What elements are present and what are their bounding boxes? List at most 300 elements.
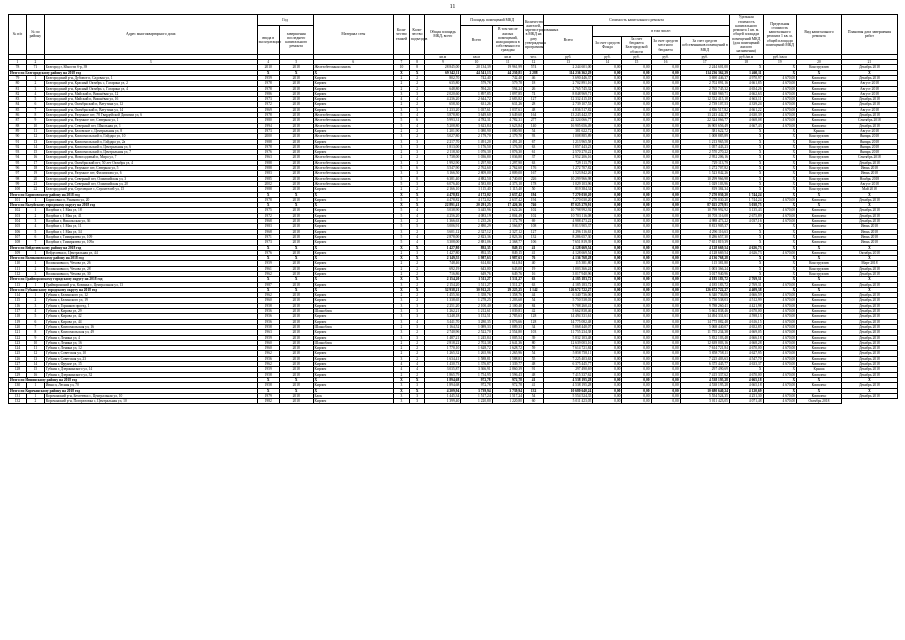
table-cell: 1 036,80 (461, 155, 492, 160)
table-cell: X (394, 192, 410, 197)
table-cell: 4 670,00 (763, 208, 797, 213)
table-cell: Комплекс (797, 113, 842, 118)
table-cell: 2 769,31 (729, 277, 763, 282)
table-cell: 2 570 270,22 (544, 150, 593, 155)
table-cell: 0,00 (651, 192, 680, 197)
table-cell: X (729, 128, 763, 133)
table-cell: 2 100,40 (492, 303, 523, 308)
table-cell: 2018 (279, 197, 313, 202)
table-cell: 0,00 (651, 134, 680, 139)
table-cell: 0,00 (622, 150, 651, 155)
table-cell: X (763, 134, 797, 139)
header-area-total: Всего (461, 26, 492, 55)
table-cell: 648,80 (425, 86, 461, 91)
table-cell: 1 517,24 (492, 393, 523, 398)
table-cell: 3 (394, 229, 410, 234)
table-cell: 1 076,30 (461, 150, 492, 155)
table-cell: 0,00 (593, 372, 622, 377)
table-cell: Конструктив (797, 176, 842, 181)
table-cell: 4 670,00 (763, 324, 797, 329)
table-cell: 76 (523, 256, 543, 261)
table-cell: 8 813 905,37 (680, 224, 729, 229)
table-cell: X (729, 187, 763, 192)
table-cell: 1 358,76 (492, 293, 523, 298)
table-cell: 0,00 (651, 113, 680, 118)
header-planned-date: Плановая дата завершения работ (841, 15, 897, 55)
table-cell: 2 (409, 356, 425, 361)
table-cell: 0,00 (622, 155, 651, 160)
table-cell: X (841, 203, 897, 208)
table-cell: 2018 (279, 399, 313, 404)
table-cell: 3 739,94 (461, 388, 492, 393)
table-cell: 2 (394, 324, 410, 329)
table-cell: 0,00 (651, 123, 680, 128)
table-cell: Июнь 2018 (841, 229, 897, 234)
table-cell: Декабрь 2018 (841, 219, 897, 224)
table-cell: 3 (394, 319, 410, 324)
table-cell: 0,00 (593, 351, 622, 356)
table-cell: 729 113,79 (680, 160, 729, 165)
table-cell: 3 (409, 107, 425, 112)
table-cell: 80 (523, 340, 543, 345)
table-cell: 5 (394, 166, 410, 171)
table-cell: 1959 (257, 76, 279, 81)
table-cell: 0,00 (622, 192, 651, 197)
table-cell: X (257, 192, 279, 197)
table-cell: 6 375 445,77 (680, 362, 729, 367)
table-cell: 0,00 (622, 86, 651, 91)
subtotal-label: Итого по Губкинскому городскому округу на 2018 год (9, 287, 258, 292)
table-cell: Кирпич (313, 219, 394, 224)
table-cell: Крыша (797, 128, 842, 133)
table-cell: 0,00 (651, 240, 680, 245)
table-cell: 1988 (257, 160, 279, 165)
table-cell: 1 076,30 (492, 150, 523, 155)
table-cell: X (729, 160, 763, 165)
header-floors: Коли-чество этажей (394, 15, 410, 55)
address-cell: Валуйки г, 1 Мая ул, 11 (44, 224, 257, 229)
table-cell: 0,00 (622, 128, 651, 133)
table-cell: 1988 (257, 187, 279, 192)
table-cell: 132 (9, 399, 27, 404)
table-cell: 131 (9, 393, 27, 398)
table-cell: Железобетонная панель (313, 123, 394, 128)
table-cell: 8 286 657,30 (544, 234, 593, 239)
table-cell: 1973 (257, 128, 279, 133)
table-cell: Кирпич (313, 319, 394, 324)
table-cell: Комплекс (797, 314, 842, 319)
table-cell: 4 136 768,28 (544, 256, 593, 261)
address-cell: Белгородский р-н, Северный пгт, Олимпийская ул, 3 (44, 176, 257, 181)
table-cell: 16 905 656,49 (544, 123, 593, 128)
table-cell: 0,00 (593, 346, 622, 351)
table-cell: Комплекс (797, 213, 842, 218)
table-cell: 0,00 (622, 335, 651, 340)
table-cell: 102 (523, 208, 543, 213)
table-cell: 118 (9, 314, 27, 319)
table-cell: 5 (409, 224, 425, 229)
table-cell: X (729, 144, 763, 149)
table-cell: 0,00 (622, 224, 651, 229)
table-cell: 110 (9, 261, 27, 266)
table-cell: 2 769,31 (729, 282, 763, 287)
table-cell: 4 630,39 (729, 113, 763, 118)
table-cell: 0,00 (622, 351, 651, 356)
table-cell: 2018 (279, 219, 313, 224)
table-cell: 3 623,84 (461, 123, 492, 128)
table-cell: 63 (523, 160, 543, 165)
address-cell: Белгородский р-н, Октябрьский пгт, 50 лет Октября ул, 4 (44, 160, 257, 165)
table-cell: 48 (523, 372, 543, 377)
table-cell: Кирпич (313, 150, 394, 155)
table-cell: Декабрь 2018 (841, 351, 897, 356)
table-cell: 0,00 (622, 356, 651, 361)
table-cell: 2018 (279, 134, 313, 139)
table-cell: Железобетонная панель (313, 155, 394, 160)
table-cell: 2018 (279, 144, 313, 149)
address-cell: Губкин г, Ленина ул, 16 (44, 340, 257, 345)
table-cell: Кирпич (313, 76, 394, 81)
table-cell: 2 (26, 266, 44, 271)
table-cell: 1983 (257, 171, 279, 176)
table-cell: 0,00 (593, 277, 622, 282)
table-cell: 2018 (279, 234, 313, 239)
table-cell: 0,00 (651, 393, 680, 398)
table-cell: 2 327,12 (461, 229, 492, 234)
table-cell: 4 663,11 (729, 97, 763, 102)
table-cell: X (763, 377, 797, 382)
header-unit-cost: Удельная стоимость капитального ремонта 1 кв. м. общей площади помещений МКД (для помещений жилого назначения) (729, 15, 763, 55)
table-cell: 109 (9, 250, 27, 255)
table-cell: 4 668,28 (729, 340, 763, 345)
table-cell: 2 818,22 (425, 340, 461, 345)
table-cell: 0,00 (651, 197, 680, 202)
table-cell: Январь 2018 (841, 144, 897, 149)
table-cell: 3 308,00 (425, 240, 461, 245)
table-cell: 7 415 337,62 (680, 372, 729, 377)
table-cell: 1 366,63 (425, 219, 461, 224)
table-cell: 2018 (279, 261, 313, 266)
table-cell: X (409, 277, 425, 282)
table-cell: Июнь 2018 (841, 224, 897, 229)
table-cell: 4 670,00 (763, 86, 797, 91)
table-cell: 1 754,95 (461, 372, 492, 377)
table-cell: 1 164,52 (425, 324, 461, 329)
address-cell: Белгородский р-н, Октябрьский п, Ватутина ул, 14 (44, 107, 257, 112)
table-cell: Комплекс (797, 240, 842, 245)
table-cell: 4 136 768,28 (680, 256, 729, 261)
table-cell: 2 166,10 (425, 187, 461, 192)
table-cell: 84 (523, 303, 543, 308)
table-cell: 4 670,00 (763, 335, 797, 340)
address-cell: Губкин г, Ленина ул, 4 (44, 335, 257, 340)
address-cell: Белгородский р-н, Северный пгт, Олимпийская ул, 20 (44, 181, 257, 186)
table-cell: 819 384,34 (680, 187, 729, 192)
table-cell: 19 961,99 (492, 65, 523, 70)
table-cell: 164 (523, 113, 543, 118)
table-cell: 63 (523, 282, 543, 287)
table-cell: X (763, 70, 797, 75)
table-cell: 4 661,85 (729, 81, 763, 86)
table-cell: 83 (9, 97, 27, 102)
table-cell: 0,00 (593, 319, 622, 324)
table-cell: Декабрь 2018 (841, 367, 897, 372)
table-cell: 4 668,08 (729, 118, 763, 123)
table-cell: 48 (523, 107, 543, 112)
table-cell: 7 225 403,63 (544, 356, 593, 361)
unit-cell: руб./кв.м (729, 54, 763, 59)
table-cell: 2 (26, 399, 44, 404)
table-cell: 81 (9, 86, 27, 91)
table-cell: 3 (394, 144, 410, 149)
table-cell: 108 (9, 240, 27, 245)
table-cell: 643,00 (461, 266, 492, 271)
table-cell: Кирпич (313, 229, 394, 234)
header-address: Адрес многоквартирного дома (44, 15, 257, 55)
table-cell: 11 (26, 128, 44, 133)
table-cell: 78 (9, 65, 27, 70)
header-total-area: Общая площадь МКД, всего (425, 15, 461, 55)
table-cell: 594,24 (461, 86, 492, 91)
table-cell: X (763, 166, 797, 171)
table-cell: 1 523 842,26 (680, 171, 729, 176)
table-cell: 0,00 (622, 282, 651, 287)
table-cell: 0,00 (651, 86, 680, 91)
table-cell: 44 (523, 293, 543, 298)
address-cell: Белгородский р-н, Разумное пгт, Северная ул, 1 (44, 118, 257, 123)
table-cell: 10 680 640,24 (544, 388, 593, 393)
table-cell: Железобетонная панель (313, 118, 394, 123)
table-cell: Конструктив (797, 155, 842, 160)
table-cell: X (763, 287, 797, 292)
table-cell: 0,00 (622, 372, 651, 377)
table-cell: 5 554 524,35 (680, 393, 729, 398)
table-cell: Кирпич (313, 97, 394, 102)
table-cell: 0,00 (651, 388, 680, 393)
table-cell: X (763, 155, 797, 160)
table-cell: Декабрь 2018 (841, 330, 897, 335)
table-cell: 5 068 440,07 (544, 324, 593, 329)
table-cell: 3 623,84 (492, 123, 523, 128)
table-cell: 0,00 (593, 123, 622, 128)
table-cell: 0,00 (593, 245, 622, 250)
table-cell: 1956 (257, 319, 279, 324)
table-cell: 4 665,18 (729, 377, 763, 382)
table-cell: 2018 (279, 102, 313, 107)
address-cell: Белгородский р-н, Красный Октябрь с, Гагарина ул, 4 (44, 86, 257, 91)
table-cell: 4 512,99 (729, 298, 763, 303)
table-cell: Сентябрь 2018 (841, 118, 897, 123)
table-cell: Декабрь 2018 (841, 97, 897, 102)
table-cell: 2 (409, 187, 425, 192)
table-cell: 59 (523, 346, 543, 351)
table-cell: 128 (523, 314, 543, 319)
table-cell: 2 637,42 (492, 197, 523, 202)
table-cell: 1 201,90 (425, 128, 461, 133)
table-row (9, 399, 898, 404)
table-cell: 4 652,85 (729, 324, 763, 329)
table-cell: 972,78 (492, 377, 523, 382)
table-cell: 1962 (257, 351, 279, 356)
table-cell: Кирпич (313, 314, 394, 319)
table-cell: X (763, 171, 797, 176)
table-cell: 4 666,18 (729, 335, 763, 340)
table-cell: 0,00 (622, 245, 651, 250)
table-cell: X (729, 367, 763, 372)
table-cell: 2 (409, 76, 425, 81)
table-cell: X (763, 271, 797, 276)
table-cell: 1 115,40 (461, 187, 492, 192)
table-cell: 4 670,00 (763, 102, 797, 107)
table-cell: 0,00 (622, 208, 651, 213)
table-cell: Железобетонная панель (313, 144, 394, 149)
table-cell: 2 675,89 (729, 213, 763, 218)
table-cell: 4 627,95 (729, 351, 763, 356)
address-cell: Валуйки г, 1 Мая ул, 41 (44, 213, 257, 218)
header-num: № п/п (9, 15, 27, 55)
table-cell: 1 460,11 (729, 70, 763, 75)
table-cell: 0,00 (622, 393, 651, 398)
table-cell: 1 897,85 (492, 91, 523, 96)
table-cell: 1 491,20 (461, 139, 492, 144)
table-cell: 22 (26, 187, 44, 192)
address-cell: Грайворонский р-н, Козинка с, Центральная ул, 13 (44, 282, 257, 287)
table-cell: Комплекс (797, 340, 842, 345)
table-cell: Кирпич (313, 372, 394, 377)
table-cell: 4 (409, 213, 425, 218)
address-cell: Белгородский р-н, Разумное пгт, 78 Гвардейской Дивизии ул, 6 (44, 113, 257, 118)
table-cell: 8 848 969,71 (680, 91, 729, 96)
table-cell: 2 (409, 351, 425, 356)
header-cost-total: Всего (544, 26, 593, 55)
table-cell: 1 596,43 (492, 372, 523, 377)
table-cell: 1 176,50 (492, 144, 523, 149)
table-cell: Декабрь 2018 (841, 197, 897, 202)
table-cell: 2 952 206,16 (680, 155, 729, 160)
table-cell: X (279, 388, 313, 393)
table-cell: Декабрь 2018 (841, 340, 897, 345)
table-cell: 61 (523, 150, 543, 155)
table-cell: 4 670,00 (763, 76, 797, 81)
table-cell: 2 622,26 (492, 208, 523, 213)
table-cell: 5 (394, 197, 410, 202)
table-cell: 4 667,43 (729, 123, 763, 128)
table-cell: 2 804,49 (492, 213, 523, 218)
table-cell: 0,00 (622, 266, 651, 271)
table-cell: Декабрь 2018 (841, 372, 897, 377)
table-cell: Декабрь 2018 (841, 76, 897, 81)
table-cell: 54 (523, 298, 543, 303)
table-cell: 4 670,00 (763, 340, 797, 345)
table-cell: 5 (394, 118, 410, 123)
table-cell: 297 490,69 (544, 367, 593, 372)
table-cell: X (841, 377, 897, 382)
table-cell: 14 775 082,48 (680, 319, 729, 324)
table-cell: 1986 (257, 91, 279, 96)
table-cell: 1 245,84 (461, 335, 492, 340)
table-cell: Октябрь 2018 (841, 250, 897, 255)
table-cell: 2 (409, 81, 425, 86)
subtotal-label: Итого по Грайворонскому городскому округу на 2018 год (9, 277, 258, 282)
table-cell: 2018 (279, 187, 313, 192)
table-cell: X (257, 203, 279, 208)
table-cell: 0,00 (622, 277, 651, 282)
table-cell: 1 865,79 (425, 372, 461, 377)
table-cell: Январь 2018 (841, 150, 897, 155)
table-cell: 892,35 (461, 245, 492, 250)
table-cell: 1969 (257, 107, 279, 112)
table-cell: Комплекс (797, 102, 842, 107)
column-number-cell: 15 (622, 60, 651, 65)
table-cell: X (729, 171, 763, 176)
table-cell: 93 (9, 150, 27, 155)
address-cell: Корочанский р-н, Бехтеевка с, Центральная ул, 10 (44, 393, 257, 398)
table-cell: 0,00 (593, 134, 622, 139)
address-cell: Белгородский р-н, Майский п, Вишнёвая ул, 12 (44, 91, 257, 96)
table-cell: 5 858 758,11 (544, 351, 593, 356)
table-cell: 649,76 (492, 271, 523, 276)
table-cell: Декабрь 2018 (841, 213, 897, 218)
table-cell: Комплекс (797, 234, 842, 239)
table-cell: Декабрь 2018 (841, 309, 897, 314)
table-cell: 2 (409, 298, 425, 303)
table-cell: X (763, 256, 797, 261)
table-cell: 1 (26, 282, 44, 287)
table-cell: Комплекс (797, 298, 842, 303)
table-cell: 2018 (279, 266, 313, 271)
table-cell: 10 703 116,08 (544, 213, 593, 218)
table-cell: Кирпич (313, 383, 394, 388)
table-cell: 0,00 (593, 107, 622, 112)
table-cell: Комплекс (797, 335, 842, 340)
table-cell: 614,84 (492, 261, 523, 266)
table-cell: 12 (26, 351, 44, 356)
column-number-cell: 4 (257, 60, 279, 65)
table-cell: 1 142 (523, 287, 543, 292)
table-cell: 123 (9, 340, 27, 345)
table-cell: 3 (409, 393, 425, 398)
table-cell: 4 478,82 (425, 192, 461, 197)
table-cell: 2 878,00 (425, 234, 461, 239)
table-cell: 8 (409, 176, 425, 181)
table-cell: 10 (394, 65, 410, 70)
table-cell: 0,00 (622, 250, 651, 255)
table-cell: 1 008 885,89 (680, 134, 729, 139)
table-cell: X (257, 256, 279, 261)
table-cell: X (763, 261, 797, 266)
table-cell: Конструктив (797, 171, 842, 176)
table-cell: 2 179,70 (461, 134, 492, 139)
table-cell: 97 (9, 171, 27, 176)
table-cell: 127 (523, 97, 543, 102)
table-cell: Октябрь 2018 (797, 399, 842, 404)
address-cell: Валуйки г, Тимирязева ул, 109а (44, 240, 257, 245)
table-cell: X (409, 287, 425, 292)
table-cell: 2 100,40 (461, 303, 492, 308)
table-cell: 4 670,00 (729, 346, 763, 351)
column-number-cell: 6 (313, 60, 394, 65)
table-cell: 3 441,70 (425, 319, 461, 324)
table-cell: X (797, 256, 842, 261)
table-cell: 16 (26, 372, 44, 377)
table-cell: 0,00 (651, 97, 680, 102)
address-cell: Губкин г, Фрунзе ул, 15 (44, 362, 257, 367)
table-cell: 4 670,00 (763, 383, 797, 388)
table-cell: 4 836 517,82 (680, 107, 729, 112)
table-cell: Кирпич (313, 208, 394, 213)
table-cell: Конструктив (797, 134, 842, 139)
table-cell: 0,00 (622, 330, 651, 335)
